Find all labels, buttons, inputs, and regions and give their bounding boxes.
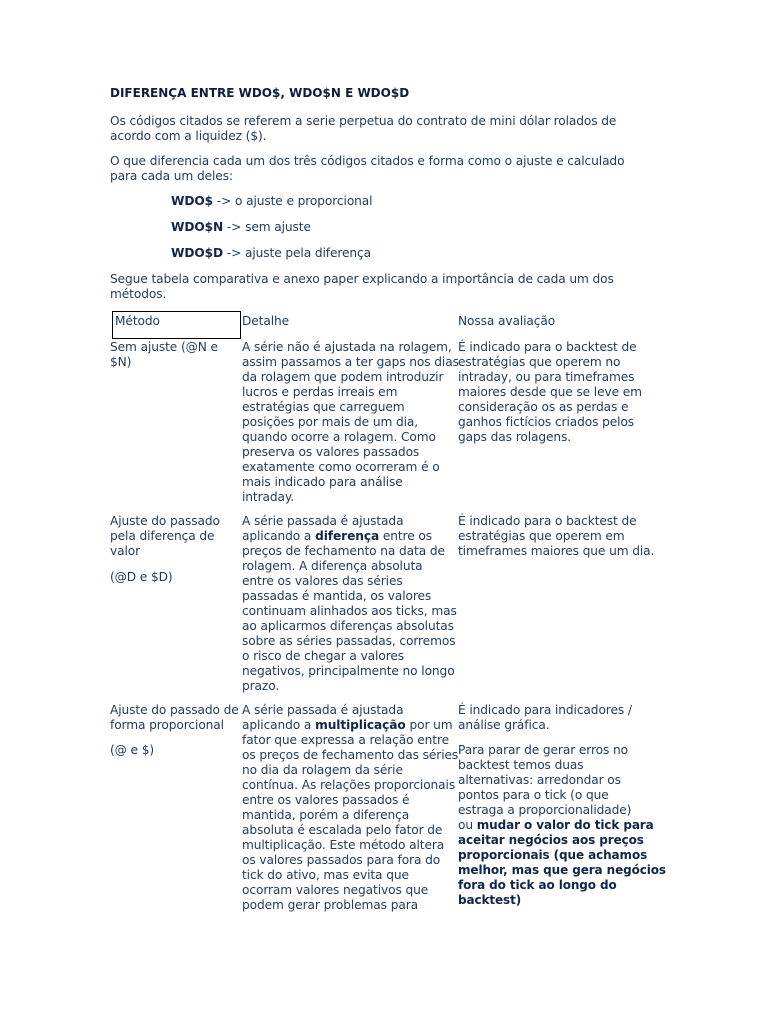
evaluation-emphasis-line: aceitar negócios aos preços [458, 833, 644, 847]
detail-line: no dia da rolagem da série [242, 763, 403, 777]
evaluation-text: ou [458, 818, 477, 832]
detail-line: entre os valores das séries [242, 574, 403, 588]
detail-line: negativos, principalmente no longo [242, 664, 455, 678]
evaluation-line: ganhos fictícios criados pelos [458, 415, 635, 429]
code-label: WDO$D [171, 246, 224, 260]
detail-line: assim passamos a ter gaps nos dias [242, 355, 459, 369]
evaluation-line: É indicado para indicadores / [458, 703, 632, 717]
detail-line [242, 718, 453, 733]
table-intro-line-1: Segue tabela comparativa e anexo paper explicando a importância de cada um dos [110, 272, 614, 286]
question-line-2: para cada um deles: [110, 169, 233, 183]
method-line: Sem ajuste (@N e [110, 340, 218, 354]
header-detail: Detalhe [242, 314, 290, 328]
detail-line: o risco de chegar a valores [242, 649, 404, 663]
evaluation-line: timeframes maiores que um dia. [458, 544, 655, 558]
detail-line: A série não é ajustada na rolagem, [242, 340, 452, 354]
code-item-wdo [171, 194, 372, 209]
detail-line: contínua. As relações proporcionais [242, 778, 456, 792]
method-line: Ajuste do passado [110, 514, 220, 528]
detail-line: ocorram valores negativos que [242, 883, 429, 897]
evaluation-line: É indicado para o backtest de [458, 340, 637, 354]
evaluation-emphasis-line: backtest) [458, 893, 522, 907]
detail-line: fator que expressa a relação entre [242, 733, 450, 747]
header-evaluation: Nossa avaliação [458, 314, 556, 328]
evaluation-emphasis: mudar o valor do tick para [476, 818, 654, 832]
detail-text: entre os [379, 529, 432, 543]
method-line: valor [110, 544, 141, 558]
document-title: DIFERENÇA ENTRE WDO$, WDO$N E WDO$D [110, 86, 410, 100]
detail-line: os preços de fechamento das séries [242, 748, 459, 762]
header-method: Método [115, 314, 160, 328]
method-line: $N) [110, 355, 132, 369]
detail-line: da rolagem que podem introduzir [242, 370, 444, 384]
evaluation-line: backtest temos duas [458, 758, 584, 772]
evaluation-line: consideração os as perdas e [458, 400, 629, 414]
intro-line-2: acordo com a liquidez ($). [110, 129, 267, 143]
evaluation-line: análise gráfica. [458, 718, 550, 732]
method-line: Ajuste do passado de [110, 703, 239, 717]
code-description: -> o ajuste e proporcional [213, 194, 373, 208]
detail-line: lucros e perdas irreais em [242, 385, 398, 399]
evaluation-line: alternativas: arredondar os [458, 773, 621, 787]
method-code: (@D e $D) [110, 570, 173, 584]
detail-emphasis: diferença [315, 529, 380, 543]
detail-line: tick do ativo, mas evita que [242, 868, 409, 882]
detail-line: estratégias que carreguem [242, 400, 405, 414]
intro-line-1: Os códigos citados se referem a serie perpetua do contrato de mini dólar rolados de [110, 114, 617, 128]
method-line: forma proporcional [110, 718, 224, 732]
detail-line: A série passada é ajustada [242, 514, 404, 528]
detail-text: por um [405, 718, 453, 732]
detail-line: ao aplicarmos diferenças absolutas [242, 619, 454, 633]
evaluation-line [458, 818, 654, 833]
detail-line: rolagem. A diferença absoluta [242, 559, 423, 573]
table-intro-line-2: métodos. [110, 287, 167, 301]
evaluation-emphasis-line: proporcionais (que achamos [458, 848, 648, 862]
method-code: (@ e $) [110, 743, 154, 757]
evaluation-emphasis-line: melhor, mas que gera negócios [458, 863, 666, 877]
detail-line: preserva os valores passados [242, 445, 420, 459]
evaluation-line: estratégias que operem no [458, 355, 621, 369]
method-line: pela diferença de [110, 529, 215, 543]
evaluation-line: gaps das rolagens. [458, 430, 572, 444]
detail-line: quando ocorre a rolagem. Como [242, 430, 436, 444]
code-label: WDO$N [171, 220, 224, 234]
detail-text: aplicando a [242, 718, 316, 732]
code-description: -> ajuste pela diferença [223, 246, 371, 260]
evaluation-line: É indicado para o backtest de [458, 514, 637, 528]
detail-line: exatamente como ocorreram é o [242, 460, 440, 474]
code-item-wdod [171, 246, 371, 261]
detail-line: continuam alinhados aos ticks, mas [242, 604, 457, 618]
detail-line: posições por mais de um dia, [242, 415, 419, 429]
evaluation-line: intraday, ou para timeframes [458, 370, 635, 384]
detail-line: prazo. [242, 679, 280, 693]
detail-line: podem gerar problemas para [242, 898, 418, 912]
detail-line: os valores passados para fora do [242, 853, 441, 867]
detail-line: sobre as séries passadas, corremos [242, 634, 456, 648]
detail-line [242, 529, 432, 544]
detail-line: mais indicado para análise [242, 475, 403, 489]
evaluation-line: estratégias que operem em [458, 529, 625, 543]
code-description: -> sem ajuste [223, 220, 311, 234]
evaluation-line: maiores desde que se leve em [458, 385, 642, 399]
detail-line: intraday. [242, 490, 295, 504]
detail-line: A série passada é ajustada [242, 703, 404, 717]
evaluation-line: pontos para o tick (o que [458, 788, 609, 802]
detail-line: multiplicação. Este método altera [242, 838, 445, 852]
evaluation-line: Para parar de gerar erros no [458, 743, 628, 757]
detail-line: passadas é mantida, os valores [242, 589, 432, 603]
code-label: WDO$ [171, 194, 214, 208]
evaluation-emphasis-line: fora do tick ao longo do [458, 878, 617, 892]
detail-line: mantida, porém a diferença [242, 808, 410, 822]
detail-line: preços de fechamento na data de [242, 544, 445, 558]
detail-line: entre os valores passados é [242, 793, 410, 807]
question-line-1: O que diferencia cada um dos três códigos citados e forma como o ajuste e calculado [110, 154, 625, 168]
code-item-wdon [171, 220, 311, 235]
detail-text: aplicando a [242, 529, 316, 543]
evaluation-line: estraga a proporcionalidade) [458, 803, 632, 817]
detail-line: absoluta é escalada pelo fator de [242, 823, 443, 837]
detail-emphasis: multiplicação [315, 718, 406, 732]
